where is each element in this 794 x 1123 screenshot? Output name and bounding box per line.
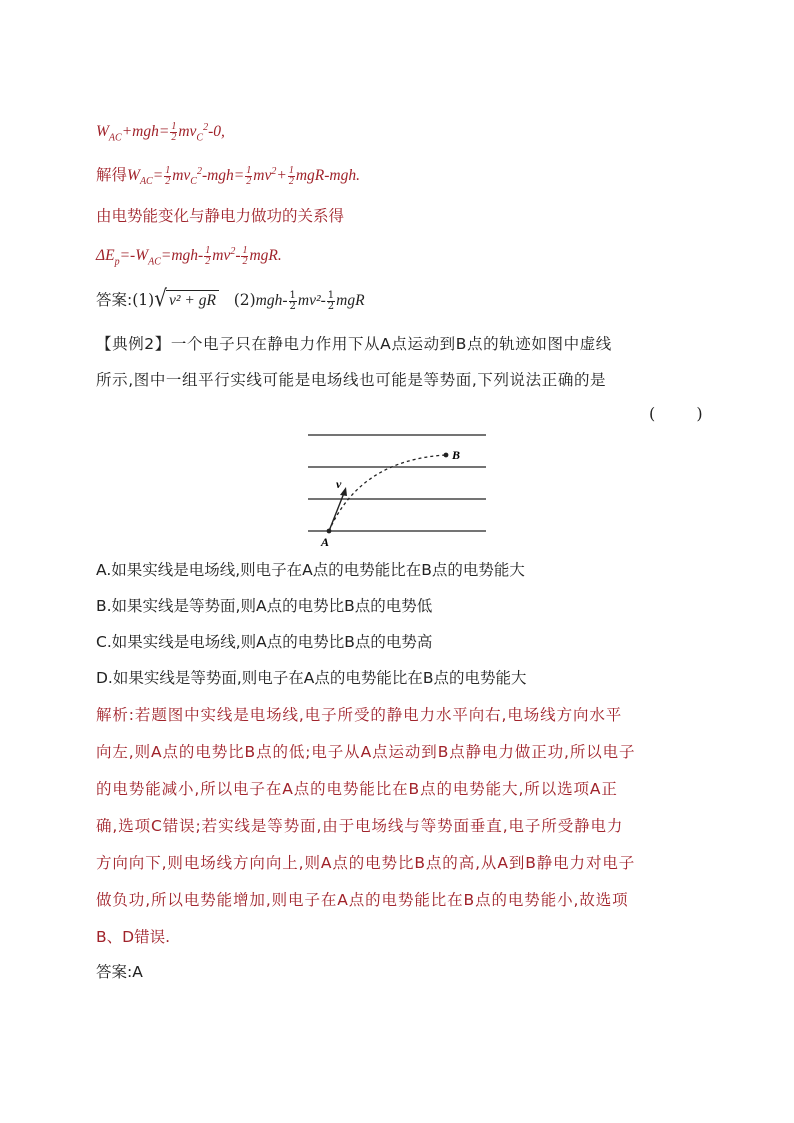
answer-blank: ( ) — [649, 404, 721, 423]
answer-2: 答案:A — [96, 963, 143, 981]
option-c: C.如果实线是电场线,则A点的电势比B点的电势高 — [96, 633, 433, 651]
equation-work-energy: $W_{AC}+mgh=$ $\frac{1}{2}$ $mv_C^2-0$, — [96, 121, 225, 144]
analysis-line: 的电势能减小,所以电子在A点的电势能比在B点的电势能大,所以选项A正 — [96, 780, 618, 798]
answer-1: 答案:(1)√ v² + gR (2)mgh- $\frac{1}{2}$ mv²- $\frac{1}{2}$ mgR — [96, 284, 365, 312]
option-a: A.如果实线是电场线,则电子在A点的电势能比在B点的电势能大 — [96, 561, 525, 579]
example2-line2: 所示,图中一组平行实线可能是电场线也可能是等势面,下列说法正确的是 — [96, 371, 607, 389]
analysis-line: 解析:若题图中实线是电场线,电子所受的静电力水平向右,电场线方向水平 — [96, 706, 623, 724]
label-b: B — [452, 448, 461, 462]
label-v: v — [336, 477, 342, 491]
analysis-line: 确,选项C错误;若实线是等势面,由于电场线与等势面垂直,电子所受静电力 — [96, 817, 624, 835]
example2-line1: 【典例2】一个电子只在静电力作用下从A点运动到B点的轨迹如图中虚线 — [96, 335, 612, 353]
equation-solve-w: 解得$W_{AC}=$ $\frac{1}{2}$ $mv_C^2-mgh=$ $\frac{1}{2}$ $mv^2+$ $\frac{1}{2}$ mgR-mgh. — [96, 165, 360, 188]
point-a — [327, 529, 332, 534]
sentence-energy-work: 由电势能变化与静电力做功的关系得 — [96, 207, 345, 225]
equation-delta-ep: $\Delta E_p=-W_{AC}=mgh-$ $\frac{1}{2}$ $mv^2-$ $\frac{1}{2}$ mgR. — [96, 245, 282, 268]
analysis-line: 方向向下,则电场线方向向上,则A点的电势比B点的高,从A到B静电力对电子 — [96, 854, 636, 872]
analysis-line: B、D错误. — [96, 928, 170, 946]
analysis-line: 做负功,所以电势能增加,则电子在A点的电势能比在B点的电势能小,故选项 — [96, 891, 629, 909]
option-d: D.如果实线是等势面,则电子在A点的电势能比在B点的电势能大 — [96, 669, 527, 687]
label-a: A — [321, 535, 330, 549]
point-b — [444, 453, 449, 458]
analysis-line: 向左,则A点的电势比B点的低;电子从A点运动到B点静电力做正功,所以电子 — [96, 743, 636, 761]
option-b: B.如果实线是等势面,则A点的电势比B点的电势低 — [96, 597, 433, 615]
field-lines-figure — [300, 425, 500, 550]
